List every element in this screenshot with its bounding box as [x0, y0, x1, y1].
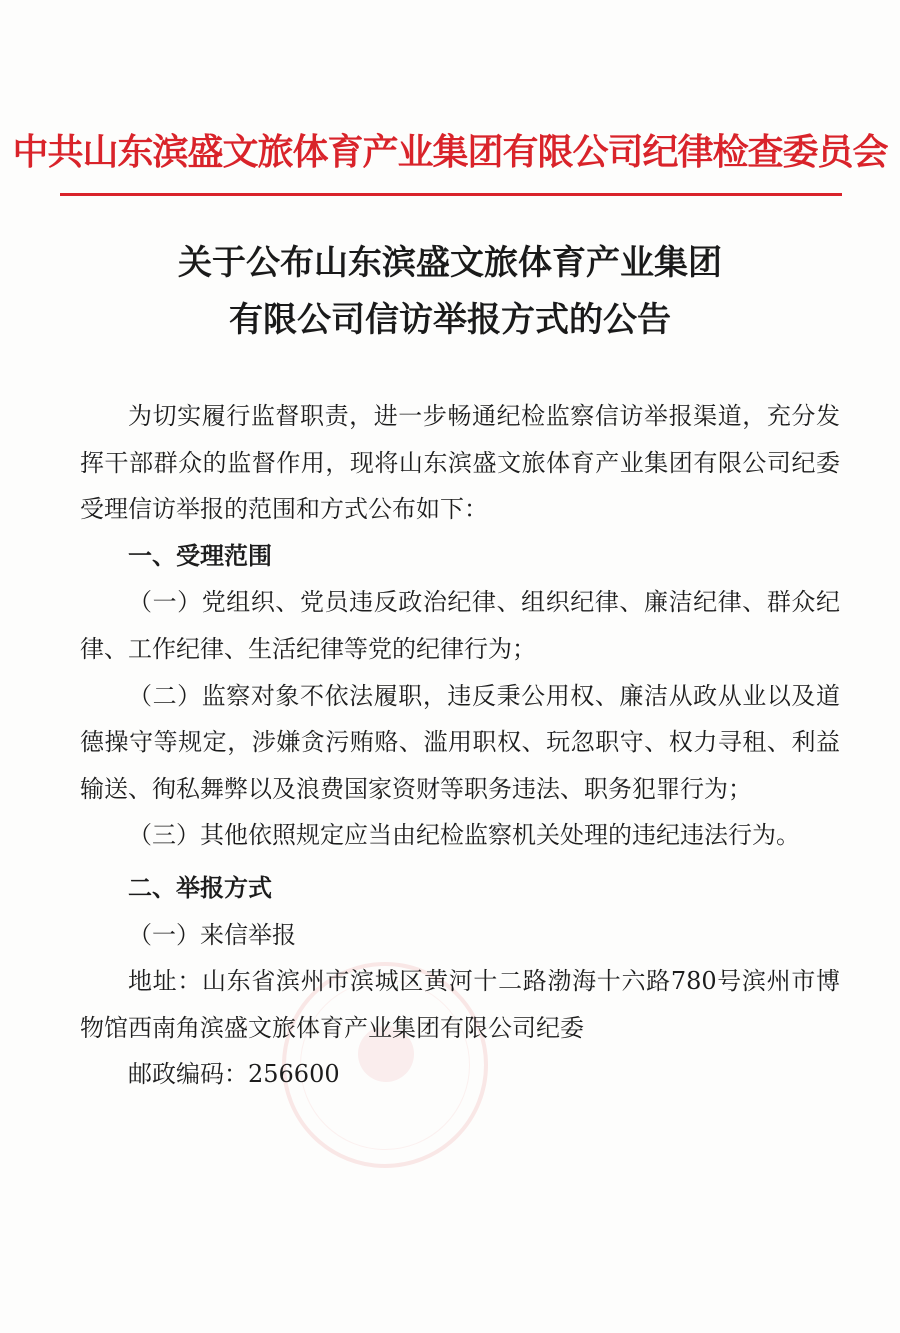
section-heading-methods: 二、举报方式 — [128, 873, 272, 902]
red-header-rule — [60, 193, 842, 196]
scope-item-3: （三）其他依照规定应当由纪检监察机关处理的违纪违法行为。 — [128, 821, 800, 850]
method-letter-heading: （一）来信举报 — [128, 920, 296, 949]
red-header-org-name: 中共山东滨盛文旅体育产业集团有限公司纪律检查委员会 — [12, 131, 888, 173]
scope-item-1: （一）党组织、党员违反政治纪律、组织纪律、廉洁纪律、群众纪律、工作纪律、生活纪律等党的纪律行为； — [80, 588, 840, 663]
section-heading-scope: 一、受理范围 — [128, 541, 272, 570]
document-title-line-1: 关于公布山东滨盛文旅体育产业集团 — [178, 243, 722, 283]
mailing-address: 地址：山东省滨州市滨城区黄河十二路渤海十六路780号滨州市博物馆西南角滨盛文旅体育产业集团有限公司纪委 — [80, 967, 840, 1042]
document-body — [80, 393, 840, 1098]
scope-item-2: （二）监察对象不依法履职，违反秉公用权、廉洁从政从业以及道德操守等规定，涉嫌贪污贿赂、滥用职权、玩忽职守、权力寻租、利益输送、徇私舞弊以及浪费国家资财等职务违法、职务犯罪行为； — [80, 681, 840, 803]
document-title-line-2: 有限公司信访举报方式的公告 — [229, 300, 671, 340]
postal-code: 邮政编码：256600 — [128, 1060, 340, 1089]
intro-paragraph: 为切实履行监督职责，进一步畅通纪检监察信访举报渠道，充分发挥干部群众的监督作用，现将山东滨盛文旅体育产业集团有限公司纪委受理信访举报的范围和方式公布如下： — [80, 402, 840, 524]
